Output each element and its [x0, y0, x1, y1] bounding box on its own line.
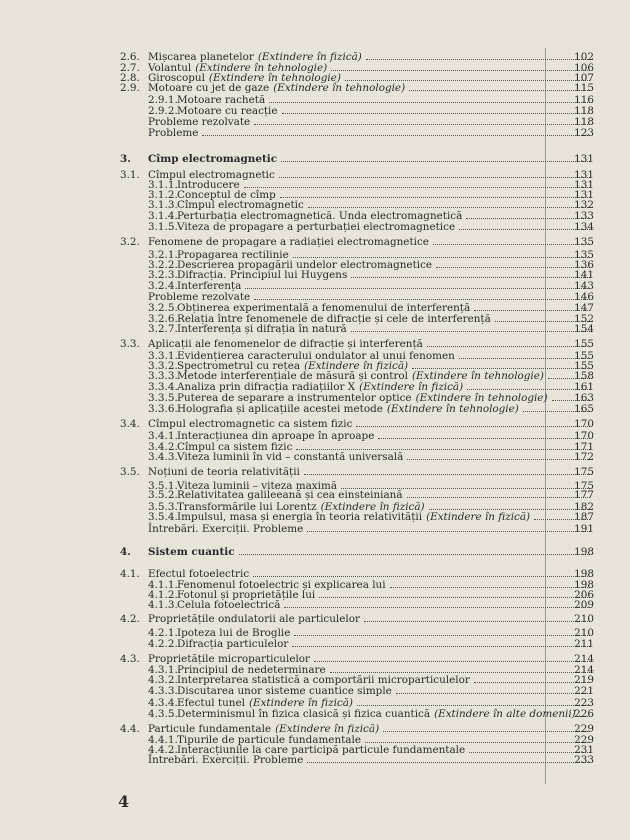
- toc-entry-title: Noțiuni de teoria relativității: [148, 466, 300, 478]
- toc-entry-page: 198: [574, 579, 594, 591]
- toc-entry-title: Cîmpul electromagnetic: [148, 169, 275, 181]
- toc-entry-title: Probleme: [148, 127, 199, 139]
- toc-entry-page: 229: [574, 734, 594, 746]
- toc-entry-page: 135: [574, 249, 594, 261]
- toc-entry-note: (Extindere în tehnologie): [412, 370, 544, 382]
- toc-entry-page: 165: [574, 403, 594, 415]
- toc-entry-number: 3.2.6.: [148, 313, 178, 325]
- toc-entry-note: (Extindere în fizică): [320, 501, 425, 513]
- toc-entry-number: 3.4.2.: [148, 441, 178, 453]
- toc-entry-title: Cîmp electromagnetic: [148, 153, 278, 165]
- toc-entry-number: 2.7.: [120, 62, 140, 74]
- toc-entry-number: 3.2.3.: [148, 269, 178, 281]
- toc-entry-page: 175: [574, 480, 594, 492]
- toc-entry-page: 210: [574, 613, 594, 625]
- toc-entry-number: 3.3.3.: [148, 370, 178, 382]
- toc-entry-page: 170: [574, 418, 594, 430]
- toc-entry-title: Fenomenul fotoelectric și explicarea lui: [177, 579, 386, 591]
- toc-entry-page: 170: [574, 430, 594, 442]
- toc-entry-note: (Extindere în fizică): [257, 51, 362, 63]
- toc-entry-page: 152: [574, 313, 594, 325]
- toc-entry-page: 132: [574, 199, 594, 211]
- toc-entry-title: Viteza luminii în vid – constantă universală: [177, 451, 404, 463]
- toc-entry-title: Relativitatea galileeană și cea einsteiniană: [177, 489, 403, 501]
- toc-entry-page: 226: [574, 708, 594, 720]
- toc-entry-title: Viteza luminii – viteza maximă: [177, 480, 338, 492]
- toc-entry-note: (Extindere în alte domenii): [434, 708, 576, 720]
- toc-entry-page: 143: [574, 280, 594, 292]
- toc-entry-number: 4.1.2.: [148, 589, 178, 601]
- toc-entry-number: 4.2.: [120, 613, 140, 625]
- toc-entry-number: 2.9.2.: [148, 105, 178, 117]
- toc-entry-title: Difracția. Principiul lui Huygens: [177, 269, 348, 281]
- toc-entry-page: 154: [574, 323, 594, 335]
- toc-entry-page: 163: [574, 392, 594, 404]
- toc-entry-page: 133: [574, 210, 594, 222]
- toc-entry-number: 4.3.: [120, 653, 140, 665]
- toc-entry-title: Cîmpul electromagnetic: [177, 199, 304, 211]
- toc-entry-title: Giroscopul: [148, 72, 205, 84]
- toc-entry-title: Probleme rezolvate: [148, 116, 251, 128]
- toc-entry-number: 2.9.1.: [148, 94, 178, 106]
- toc-entry-title: Proprietățile microparticulelor: [148, 653, 311, 665]
- toc-entry-page: 198: [574, 568, 594, 580]
- toc-entry-number: 3.4.1.: [148, 430, 178, 442]
- toc-entry-title: Celula fotoelectrică: [177, 599, 281, 611]
- toc-entry-page: 206: [574, 589, 594, 601]
- toc-entry-number: 3.5.2.: [148, 489, 178, 501]
- toc-entry-page: 131: [574, 179, 594, 191]
- toc-entry-number: 3.1.2.: [148, 189, 178, 201]
- toc-entry-note: (Extindere în tehnologie): [386, 403, 519, 415]
- toc-entry-title: Interferența: [177, 280, 242, 292]
- toc-entry-number: 3.3.4.: [148, 381, 178, 393]
- toc-entry-note: (Extindere în fizică): [304, 360, 409, 372]
- toc-entry-number: 4.1.3.: [148, 599, 178, 611]
- toc-entry-page: 134: [574, 221, 594, 233]
- toc-entry-title: Discutarea unor sisteme cuantice simple: [177, 685, 392, 697]
- toc-entry-number: 4.2.2.: [148, 638, 178, 650]
- toc-entry-number: 3.2.1.: [148, 249, 178, 261]
- toc-entry-page: 171: [574, 441, 594, 453]
- toc-page-cell: [510, 152, 630, 165]
- toc-page-cell: [510, 598, 630, 611]
- toc-entry-title: Interferența și difrația în natură: [177, 323, 347, 335]
- toc-entry-title: Mișcarea planetelor: [148, 51, 254, 63]
- toc-entry-number: 3.4.: [120, 418, 140, 430]
- toc-entry-number: 4.: [120, 546, 131, 558]
- toc-entry-title: Principiul de nedeterminare: [177, 664, 326, 676]
- toc-entry-page: 102: [574, 51, 594, 63]
- toc-entry-title: Interacțiunile la care participă particule fundamentale: [177, 744, 466, 756]
- toc-entry-title: Determinismul în fizica clasică și fizica cuantică: [177, 708, 431, 720]
- toc-entry-title: Evidențierea caracterului ondulator al unui fenomen: [177, 350, 455, 362]
- toc-entry-number: 3.1.: [120, 169, 140, 181]
- toc-entry-title: Cîmpul ca sistem fizic: [177, 441, 293, 453]
- toc-page-cell: [510, 322, 630, 335]
- toc-entry-number: 3.3.1.: [148, 350, 178, 362]
- toc-entry-number: 2.6.: [120, 51, 140, 63]
- toc-entry-number: 3.5.3.: [148, 501, 178, 513]
- toc-entry-title: Motoare cu jet de gaze: [148, 82, 270, 94]
- toc-entry-number: 3.1.1.: [148, 179, 178, 191]
- toc-entry-page: 221: [574, 685, 594, 697]
- toc-entry-title: Probleme rezolvate: [148, 291, 251, 303]
- toc-entry-title: Transformările lui Lorentz: [177, 501, 317, 513]
- toc-entry-page: 214: [574, 653, 594, 665]
- toc-entry-title: Conceptul de cîmp: [177, 189, 276, 201]
- toc-entry-page: 210: [574, 627, 594, 639]
- toc-page-cell: [510, 545, 630, 558]
- toc-entry-number: 3.2.2.: [148, 259, 178, 271]
- toc-entry-page: 123: [574, 127, 594, 139]
- toc-entry-title: Metode interferențiale de măsură și control: [177, 370, 408, 382]
- toc-entry-page: 115: [574, 82, 594, 94]
- toc-entry-page: 158: [574, 370, 594, 382]
- toc-entry-title: Tipurile de particule fundamentale: [177, 734, 361, 746]
- toc-entry-title: Introducere: [177, 179, 240, 191]
- toc-entry-title: Particule fundamentale: [148, 723, 272, 735]
- toc-entry-page: 209: [574, 599, 594, 611]
- toc-entry-page: 175: [574, 466, 594, 478]
- toc-entry-page: 161: [574, 381, 594, 393]
- toc-entry-page: 155: [574, 360, 594, 372]
- toc-page-cell: [510, 220, 630, 233]
- toc-entry-page: 136: [574, 259, 594, 271]
- toc-entry-title: Spectrometrul cu rețea: [177, 360, 301, 372]
- toc-entry-number: 3.2.: [120, 236, 140, 248]
- toc-page-cell: [510, 465, 630, 478]
- toc-entry-title: Viteza de propagare a perturbației electromagnetice: [177, 221, 456, 233]
- toc-entry-page: 118: [574, 105, 594, 117]
- toc-entry-page: 191: [574, 523, 594, 535]
- toc-entry-title: Holografia și aplicațiile acestei metode: [177, 403, 383, 415]
- toc-page-cell: [510, 707, 630, 720]
- toc-entry-page: 147: [574, 302, 594, 314]
- toc-entry-page: 233: [574, 754, 594, 766]
- toc-entry-note: (Extindere în tehnologie): [195, 62, 328, 74]
- toc-entry-note: (Extindere în tehnologie): [273, 82, 406, 94]
- toc-entry-number: 3.3.: [120, 338, 140, 350]
- toc-entry-page: 231: [574, 744, 594, 756]
- toc-entry-title: Proprietățile ondulatorii ale particulelor: [148, 613, 360, 625]
- toc-entry-number: 3.2.7.: [148, 323, 178, 335]
- toc-entry-number: 3.: [120, 153, 131, 165]
- toc-entry-page: 229: [574, 723, 594, 735]
- toc-entry-number: 4.3.3.: [148, 685, 178, 697]
- toc-entry-number: 3.3.2.: [148, 360, 178, 372]
- toc-entry-number: 3.4.3.: [148, 451, 178, 463]
- toc-entry-page: 107: [574, 72, 594, 84]
- toc-entry-title: Motoare cu reacție: [177, 105, 278, 117]
- toc-entry-title: Cîmpul electromagnetic ca sistem fizic: [148, 418, 353, 430]
- toc-entry-title: Perturbația electromagnetică. Unda electromagnetică: [177, 210, 463, 222]
- toc-entry-number: 3.3.6.: [148, 403, 178, 415]
- toc-entry-title: Analiza prin difracția radiațiilor X: [177, 381, 356, 393]
- toc-entry-number: 4.1.: [120, 568, 140, 580]
- toc-entry-page: 219: [574, 674, 594, 686]
- toc-entry-number: 3.5.1.: [148, 480, 178, 492]
- toc-entry-number: 4.3.1.: [148, 664, 178, 676]
- toc-entry-number: 3.1.5.: [148, 221, 178, 233]
- toc-entry-number: 4.3.5.: [148, 708, 178, 720]
- toc-entry-title: Impulsul, masa și energia în teoria relativității: [177, 511, 423, 523]
- toc-entry-title: Propagarea rectilinie: [177, 249, 289, 261]
- toc-entry-number: 3.1.4.: [148, 210, 178, 222]
- toc-entry-title: Obținerea experimentală a fenomenului de interferență: [177, 302, 471, 314]
- toc-entry-title: Puterea de separare a instrumentelor optice: [177, 392, 412, 404]
- toc-entry-title: Interacțiunea din aproape în aproape: [177, 430, 375, 442]
- toc-entry-number: 3.1.3.: [148, 199, 178, 211]
- toc-page-cell: [510, 235, 630, 248]
- toc-entry-page: 172: [574, 451, 594, 463]
- toc-entry-title: Ipoteza lui de Broglie: [177, 627, 291, 639]
- toc-entry-title: Efectul fotoelectric: [148, 568, 250, 580]
- toc-entry-number: 2.8.: [120, 72, 140, 84]
- toc-entry-title: Întrebări. Exerciții. Probleme: [148, 523, 304, 535]
- toc-entry-note: (Extindere în fizică): [248, 697, 353, 709]
- toc-entry-page: 182: [574, 501, 594, 513]
- toc-entry-title: Sistem cuantic: [148, 546, 235, 558]
- toc-entry-page: 116: [574, 94, 594, 106]
- toc-entry-page: 131: [574, 169, 594, 181]
- toc-page-cell: [510, 522, 630, 535]
- toc-entry-page: 211: [574, 638, 594, 650]
- toc-entry-page: 135: [574, 236, 594, 248]
- toc-entry-note: (Extindere în tehnologie): [208, 72, 341, 84]
- toc-entry-title: Relația între fenomenele de difracție și cele de interferență: [177, 313, 491, 325]
- toc-entry-page: 214: [574, 664, 594, 676]
- toc-entry-note: (Extindere în tehnologie): [415, 392, 548, 404]
- toc-entry-title: Aplicații ale fenomenelor de difracție și interferență: [148, 338, 423, 350]
- toc-entry-page: 198: [574, 546, 594, 558]
- toc-page-cell: [510, 612, 630, 625]
- toc-entry-page: 177: [574, 489, 594, 501]
- toc-entry-page: 118: [574, 116, 594, 128]
- toc-entry-title: Efectul tunel: [177, 697, 245, 709]
- toc-entry-number: 3.5.: [120, 466, 140, 478]
- toc-entry-note: (Extindere în fizică): [275, 723, 380, 735]
- toc-entry-page: 131: [574, 189, 594, 201]
- toc-entry-page: 223: [574, 697, 594, 709]
- toc-page-cell: [510, 637, 630, 650]
- toc-entry-number: 4.3.4.: [148, 697, 178, 709]
- toc-entry-number: 3.5.4.: [148, 511, 178, 523]
- toc-entry-number: 3.3.5.: [148, 392, 178, 404]
- toc-entry-page: 141: [574, 269, 594, 281]
- toc-entry-note: (Extindere în fizică): [359, 381, 464, 393]
- toc-entry-title: Descrierea propagării undelor electromagnetice: [177, 259, 433, 271]
- toc-page-cell: [510, 450, 630, 463]
- toc-entry-number: 4.4.1.: [148, 734, 178, 746]
- toc-entry-title: Fenomene de propagare a radiației electromagnetice: [148, 236, 429, 248]
- toc-entry-title: Fotonul și proprietățile lui: [177, 589, 316, 601]
- toc-entry-number: 2.9.: [120, 82, 140, 94]
- toc-entry-number: 4.4.: [120, 723, 140, 735]
- toc-entry-page: 187: [574, 511, 594, 523]
- toc-entry-page: 155: [574, 338, 594, 350]
- toc-entry-number: 4.1.1.: [148, 579, 178, 591]
- toc-entry-title: Întrebări. Exerciții. Probleme: [148, 754, 304, 766]
- toc-entry-number: 4.3.2.: [148, 674, 178, 686]
- page-number: 4: [118, 792, 130, 811]
- toc-page-cell: [510, 126, 630, 139]
- toc-entry-number: 4.4.2.: [148, 744, 178, 756]
- toc-entry-title: Difracția particulelor: [177, 638, 289, 650]
- toc-entry-title: Motoare rachetă: [177, 94, 266, 106]
- toc-entry-number: 3.2.5.: [148, 302, 178, 314]
- toc-page-cell: [510, 402, 630, 415]
- toc-entry-page: 146: [574, 291, 594, 303]
- toc-entry-page: 106: [574, 62, 594, 74]
- toc-page-cell: [510, 753, 630, 766]
- toc-entry-note: (Extindere în fizică): [426, 511, 531, 523]
- toc-entry-number: 4.2.1.: [148, 627, 178, 639]
- toc-entry-number: 3.2.4.: [148, 280, 178, 292]
- toc-entry-title: Volantul: [148, 62, 192, 74]
- toc-entry-page: 131: [574, 153, 594, 165]
- toc-entry-page: 155: [574, 350, 594, 362]
- toc-entry-title: Interpretarea statistică a comportării microparticulelor: [177, 674, 470, 686]
